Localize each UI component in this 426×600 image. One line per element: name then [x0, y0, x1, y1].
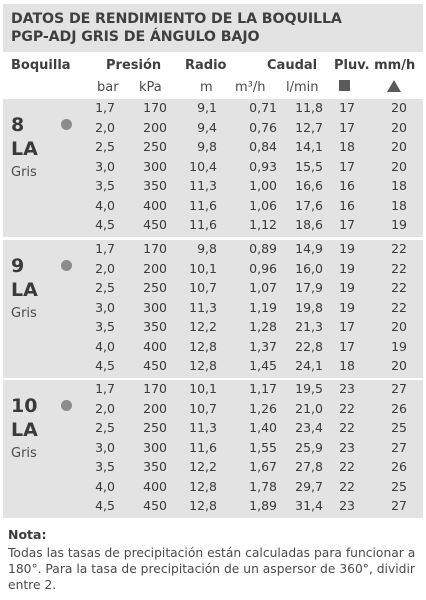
cell-flow-m3h: 1,89	[249, 498, 277, 513]
header-radio: Radio	[185, 58, 227, 73]
cell-flow-m3h: 1,45	[249, 358, 277, 373]
cell-flow-lmin: 18,6	[295, 217, 323, 232]
table-row	[3, 159, 423, 179]
cell-precip-triangle: 25	[391, 478, 407, 494]
cell-precip-square: 17	[339, 158, 355, 174]
cell-precip-square: 16	[339, 197, 355, 213]
cell-flow-lmin: 14,9	[295, 241, 323, 256]
cell-precip-triangle: 26	[391, 400, 407, 416]
cell-flow-m3h: 1,28	[249, 319, 277, 334]
table-header	[3, 52, 423, 98]
cell-flow-lmin: 31,4	[295, 498, 323, 513]
cell-pressure-kpa: 170	[143, 100, 167, 115]
cell-radius-m: 11,3	[189, 178, 217, 193]
cell-precip-triangle: 22	[391, 299, 407, 315]
cell-pressure-kpa: 450	[143, 217, 167, 232]
cell-precip-triangle: 22	[391, 241, 407, 256]
cell-pressure-bar: 2,5	[95, 420, 115, 435]
cell-radius-m: 10,4	[189, 158, 217, 174]
table-row	[3, 358, 423, 378]
unit-m3h: m³/h	[235, 80, 266, 95]
cell-precip-square: 16	[339, 178, 355, 193]
table-row	[3, 401, 423, 421]
cell-flow-lmin: 25,9	[295, 439, 323, 455]
cell-precip-triangle: 20	[391, 100, 407, 115]
cell-precip-square: 17	[339, 338, 355, 354]
cell-radius-m: 11,6	[189, 439, 217, 455]
cell-precip-square: 18	[339, 139, 355, 154]
table-row	[3, 241, 423, 261]
cell-pressure-kpa: 170	[143, 241, 167, 256]
cell-flow-lmin: 22,8	[295, 338, 323, 354]
cell-precip-triangle: 20	[391, 319, 407, 334]
cell-pressure-bar: 2,0	[95, 260, 115, 276]
cell-radius-m: 12,8	[189, 338, 217, 354]
cell-radius-m: 12,8	[189, 478, 217, 494]
cell-precip-triangle: 19	[391, 217, 407, 232]
nozzle-number: 8	[11, 114, 25, 136]
table-row	[3, 139, 423, 159]
cell-pressure-kpa: 300	[143, 299, 167, 315]
nozzle-color-name: Gris	[11, 165, 37, 180]
cell-flow-lmin: 29,7	[295, 478, 323, 494]
cell-pressure-kpa: 400	[143, 338, 167, 354]
cell-pressure-bar: 3,0	[95, 439, 115, 455]
table-row	[3, 420, 423, 440]
cell-pressure-kpa: 300	[143, 158, 167, 174]
cell-flow-lmin: 19,5	[295, 381, 323, 396]
cell-precip-square: 23	[339, 381, 355, 396]
cell-flow-m3h: 1,06	[249, 197, 277, 213]
cell-flow-lmin: 24,1	[295, 358, 323, 373]
cell-precip-triangle: 20	[391, 119, 407, 135]
note-title: Nota:	[8, 527, 47, 542]
cell-pressure-kpa: 250	[143, 420, 167, 435]
cell-pressure-kpa: 250	[143, 280, 167, 295]
cell-flow-lmin: 21,0	[295, 400, 323, 416]
cell-flow-m3h: 1,17	[249, 381, 277, 396]
nozzle-number: 9	[11, 255, 25, 277]
cell-radius-m: 9,8	[197, 139, 217, 154]
cell-precip-square: 17	[339, 119, 355, 135]
cell-flow-lmin: 12,7	[295, 119, 323, 135]
cell-flow-lmin: 23,4	[295, 420, 323, 435]
table-row	[3, 498, 423, 518]
group-separator	[3, 237, 423, 239]
cell-flow-m3h: 1,78	[249, 478, 277, 494]
cell-precip-triangle: 22	[391, 260, 407, 276]
cell-pressure-bar: 4,0	[95, 197, 115, 213]
cell-pressure-kpa: 450	[143, 358, 167, 373]
cell-pressure-kpa: 200	[143, 400, 167, 416]
cell-pressure-bar: 2,0	[95, 400, 115, 416]
cell-flow-lmin: 27,8	[295, 459, 323, 474]
cell-flow-m3h: 0,76	[249, 119, 277, 135]
cell-radius-m: 11,3	[189, 299, 217, 315]
cell-precip-square: 19	[339, 241, 355, 256]
table-row	[3, 198, 423, 218]
title-line-1: DATOS DE RENDIMIENTO DE LA BOQUILLA	[11, 11, 342, 27]
cell-flow-lmin: 21,3	[295, 319, 323, 334]
cell-radius-m: 10,7	[189, 400, 217, 416]
cell-flow-m3h: 1,19	[249, 299, 277, 315]
header-caudal: Caudal	[267, 58, 318, 73]
cell-pressure-kpa: 400	[143, 197, 167, 213]
cell-precip-square: 23	[339, 498, 355, 513]
cell-precip-square: 22	[339, 400, 355, 416]
cell-pressure-bar: 3,5	[95, 319, 115, 334]
cell-pressure-bar: 2,5	[95, 280, 115, 295]
nozzle-color-name: Gris	[11, 306, 37, 321]
cell-radius-m: 9,1	[197, 100, 217, 115]
cell-pressure-bar: 1,7	[95, 241, 115, 256]
cell-precip-square: 17	[339, 319, 355, 334]
unit-bar: bar	[97, 80, 119, 95]
title-bar	[3, 4, 423, 52]
table-row	[3, 319, 423, 339]
cell-pressure-kpa: 450	[143, 498, 167, 513]
cell-radius-m: 11,6	[189, 197, 217, 213]
cell-flow-m3h: 0,84	[249, 139, 277, 154]
cell-flow-m3h: 0,71	[249, 100, 277, 115]
cell-radius-m: 9,8	[197, 241, 217, 256]
table-row	[3, 217, 423, 237]
cell-precip-triangle: 18	[391, 197, 407, 213]
cell-radius-m: 10,1	[189, 381, 217, 396]
cell-flow-lmin: 17,6	[295, 197, 323, 213]
cell-flow-m3h: 1,40	[249, 420, 277, 435]
cell-pressure-kpa: 200	[143, 119, 167, 135]
cell-precip-triangle: 27	[391, 381, 407, 396]
cell-precip-triangle: 26	[391, 459, 407, 474]
unit-kpa: kPa	[139, 80, 162, 95]
cell-pressure-kpa: 200	[143, 260, 167, 276]
cell-flow-m3h: 1,37	[249, 338, 277, 354]
cell-pressure-bar: 4,0	[95, 478, 115, 494]
cell-radius-m: 10,7	[189, 280, 217, 295]
cell-pressure-kpa: 350	[143, 178, 167, 193]
square-icon	[339, 80, 350, 91]
cell-precip-triangle: 27	[391, 498, 407, 513]
cell-flow-m3h: 1,55	[249, 439, 277, 455]
cell-pressure-bar: 2,5	[95, 139, 115, 154]
cell-precip-square: 22	[339, 420, 355, 435]
table-row	[3, 261, 423, 281]
cell-precip-triangle: 19	[391, 338, 407, 354]
cell-pressure-kpa: 400	[143, 478, 167, 494]
cell-pressure-kpa: 350	[143, 459, 167, 474]
cell-flow-lmin: 16,0	[295, 260, 323, 276]
cell-radius-m: 12,2	[189, 459, 217, 474]
cell-precip-square: 23	[339, 439, 355, 455]
cell-pressure-kpa: 350	[143, 319, 167, 334]
nozzle-group-10	[3, 380, 423, 518]
nozzle-suffix: LA	[11, 279, 38, 301]
cell-pressure-bar: 4,0	[95, 338, 115, 354]
header-pluv: Pluv. mm/h	[334, 58, 416, 73]
title-line-2: PGP-ADJ GRIS DE ÁNGULO BAJO	[11, 29, 260, 45]
cell-pressure-bar: 4,5	[95, 217, 115, 232]
cell-radius-m: 11,3	[189, 420, 217, 435]
cell-precip-triangle: 18	[391, 178, 407, 193]
cell-flow-m3h: 1,00	[249, 178, 277, 193]
unit-m: m	[200, 80, 213, 95]
nozzle-number: 10	[11, 395, 38, 417]
cell-precip-triangle: 27	[391, 439, 407, 455]
cell-precip-triangle: 22	[391, 280, 407, 295]
cell-precip-triangle: 25	[391, 420, 407, 435]
cell-radius-m: 12,8	[189, 358, 217, 373]
nozzle-group-8	[3, 99, 423, 237]
table-row	[3, 339, 423, 359]
cell-flow-lmin: 14,1	[295, 139, 323, 154]
cell-pressure-bar: 3,5	[95, 459, 115, 474]
cell-flow-lmin: 17,9	[295, 280, 323, 295]
cell-flow-m3h: 0,93	[249, 158, 277, 174]
table-row	[3, 300, 423, 320]
nozzle-suffix: LA	[11, 138, 38, 160]
table-row	[3, 381, 423, 401]
table-row	[3, 479, 423, 499]
cell-flow-m3h: 1,26	[249, 400, 277, 416]
cell-flow-lmin: 19,8	[295, 299, 323, 315]
cell-flow-lmin: 16,6	[295, 178, 323, 193]
cell-flow-m3h: 1,67	[249, 459, 277, 474]
cell-precip-square: 18	[339, 358, 355, 373]
cell-precip-square: 17	[339, 100, 355, 115]
cell-pressure-kpa: 250	[143, 139, 167, 154]
cell-flow-m3h: 1,12	[249, 217, 277, 232]
cell-radius-m: 10,1	[189, 260, 217, 276]
cell-flow-lmin: 11,8	[295, 100, 323, 115]
cell-flow-m3h: 1,07	[249, 280, 277, 295]
cell-precip-triangle: 20	[391, 158, 407, 174]
cell-flow-m3h: 0,96	[249, 260, 277, 276]
nozzle-color-name: Gris	[11, 446, 37, 461]
cell-radius-m: 9,4	[197, 119, 217, 135]
table-row	[3, 100, 423, 120]
cell-radius-m: 11,6	[189, 217, 217, 232]
cell-pressure-bar: 2,0	[95, 119, 115, 135]
cell-radius-m: 12,2	[189, 319, 217, 334]
cell-precip-square: 19	[339, 299, 355, 315]
table-row	[3, 459, 423, 479]
table-row	[3, 120, 423, 140]
header-boquilla: Boquilla	[11, 58, 71, 73]
cell-precip-triangle: 20	[391, 358, 407, 373]
cell-flow-m3h: 0,89	[249, 241, 277, 256]
nozzle-group-9	[3, 240, 423, 378]
table-row	[3, 280, 423, 300]
cell-pressure-bar: 3,0	[95, 299, 115, 315]
cell-pressure-bar: 1,7	[95, 100, 115, 115]
cell-precip-triangle: 20	[391, 139, 407, 154]
cell-radius-m: 12,8	[189, 498, 217, 513]
cell-precip-square: 22	[339, 478, 355, 494]
cell-flow-lmin: 15,5	[295, 158, 323, 174]
cell-pressure-bar: 3,0	[95, 158, 115, 174]
cell-precip-square: 17	[339, 217, 355, 232]
cell-pressure-bar: 4,5	[95, 498, 115, 513]
nozzle-suffix: LA	[11, 419, 38, 441]
unit-lmin: l/min	[286, 80, 319, 95]
cell-precip-square: 19	[339, 280, 355, 295]
triangle-icon	[387, 80, 401, 92]
cell-precip-square: 22	[339, 459, 355, 474]
cell-pressure-bar: 1,7	[95, 381, 115, 396]
cell-pressure-kpa: 300	[143, 439, 167, 455]
table-row	[3, 440, 423, 460]
header-presion: Presión	[106, 58, 162, 73]
cell-pressure-kpa: 170	[143, 381, 167, 396]
cell-pressure-bar: 4,5	[95, 358, 115, 373]
cell-pressure-bar: 3,5	[95, 178, 115, 193]
cell-precip-square: 19	[339, 260, 355, 276]
note-text: Todas las tasas de precipitación están calculadas para funcionar a 180°. Para la tasa de precipitación de un aspersor de 360°, dividir entre 2.	[8, 546, 416, 592]
table-row	[3, 178, 423, 198]
